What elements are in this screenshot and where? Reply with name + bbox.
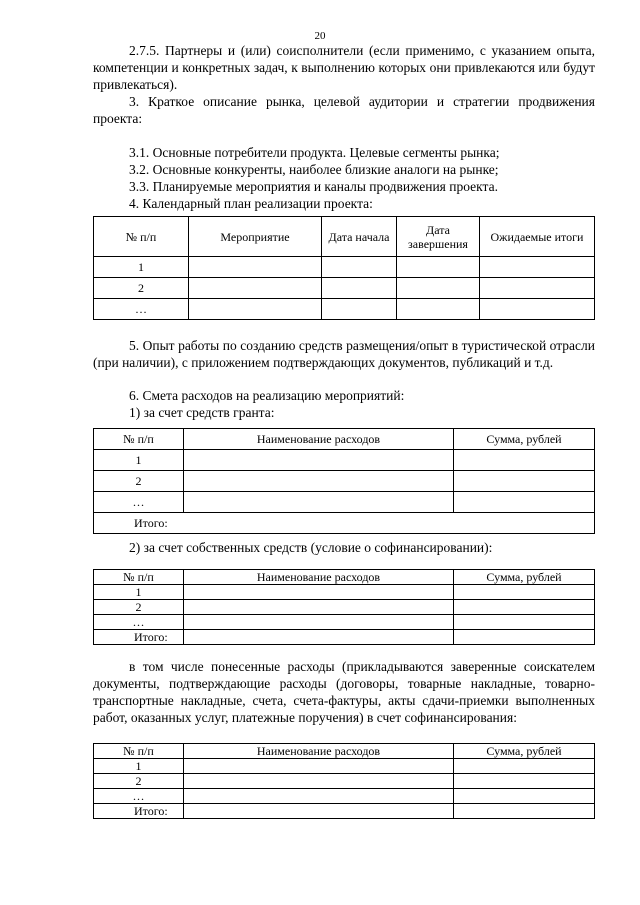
table-row [94, 759, 595, 774]
table-cell[interactable] [454, 759, 595, 774]
total-label: Итого: [94, 513, 595, 534]
table-cell[interactable] [454, 615, 595, 630]
table-header-row [94, 570, 595, 585]
table-row [94, 471, 595, 492]
table-header-row [94, 429, 595, 450]
row-number: 1 [94, 450, 184, 471]
column-header: Сумма, рублей [454, 744, 595, 759]
table-cell[interactable] [322, 278, 397, 299]
list-item-3-1: 3.1. Основные потребители продукта. Целевые сегменты рынка; [129, 145, 500, 160]
paragraph-5: 5. Опыт работы по созданию средств размещения/опыт в туристической отрасли (при наличии), с приложением подтверждающих документов, публикаций и т.д. [93, 338, 595, 370]
paragraph-6: 6. Смета расходов на реализацию мероприятий: [129, 388, 405, 403]
table-cell[interactable] [454, 789, 595, 804]
table-cell[interactable] [397, 299, 480, 320]
total-row [94, 630, 595, 645]
row-number: 2 [94, 278, 189, 299]
list-item-3-2: 3.2. Основные конкуренты, наиболее близкие аналоги на рынке; [129, 162, 499, 177]
column-header: Наименование расходов [184, 570, 454, 585]
table-cell[interactable] [184, 789, 454, 804]
table-row [94, 600, 595, 615]
column-header: № п/п [94, 429, 184, 450]
column-header: № п/п [94, 744, 184, 759]
table-cell[interactable] [189, 278, 322, 299]
table-cell[interactable] [184, 804, 454, 819]
table-cell[interactable] [184, 471, 454, 492]
table-row [94, 257, 595, 278]
table-cell[interactable] [184, 450, 454, 471]
paragraph-6-1: 1) за счет средств гранта: [129, 405, 275, 420]
table-cell[interactable] [454, 630, 595, 645]
page-number: 20 [314, 30, 326, 42]
total-row [94, 804, 595, 819]
table-cell[interactable] [480, 299, 595, 320]
table-cell[interactable] [322, 299, 397, 320]
total-label: Итого: [94, 804, 184, 819]
budget-incurred-expenses-table [93, 743, 595, 819]
budget-own-funds-table [93, 569, 595, 645]
table-cell[interactable] [184, 774, 454, 789]
table-cell[interactable] [454, 600, 595, 615]
table-cell[interactable] [480, 278, 595, 299]
row-number: 2 [94, 600, 184, 615]
table-cell[interactable] [189, 299, 322, 320]
table-cell[interactable] [184, 585, 454, 600]
table-row [94, 585, 595, 600]
total-label: Итого: [94, 630, 184, 645]
column-header: Ожидаемые итоги [480, 217, 595, 257]
column-header: № п/п [94, 217, 189, 257]
table-cell[interactable] [184, 615, 454, 630]
row-number: … [94, 492, 184, 513]
calendar-plan-table [93, 216, 595, 320]
table-row [94, 278, 595, 299]
table-row [94, 299, 595, 320]
table-cell[interactable] [454, 774, 595, 789]
list-item-3-3: 3.3. Планируемые мероприятия и каналы продвижения проекта. [129, 179, 498, 194]
row-number: … [94, 299, 189, 320]
table-header-row [94, 744, 595, 759]
column-header: Мероприятие [189, 217, 322, 257]
table-cell[interactable] [184, 492, 454, 513]
table-cell[interactable] [322, 257, 397, 278]
paragraph-6-2: 2) за счет собственных средств (условие о софинансировании): [129, 540, 493, 555]
table-cell[interactable] [454, 804, 595, 819]
paragraph-incurred-expenses: в том числе понесенные расходы (прикладываются заверенные соискателем документы, подтверждающие расходы (договоры, товарные накладные, товарно-транспортные накладные, счета, счета-фактуры, акты сдачи-приемки выполненных работ, оказанных услуг, платежные поручения) в счет софинансирования: [93, 659, 595, 725]
column-header: Наименование расходов [184, 744, 454, 759]
paragraph-2-7-5: 2.7.5. Партнеры и (или) соисполнители (если применимо, с указанием опыта, компетенции и конкретных задач, к выполнению которых они привлекаются или будут привлекаться). [93, 43, 595, 92]
column-header: № п/п [94, 570, 184, 585]
row-number: 1 [94, 257, 189, 278]
table-cell[interactable] [189, 257, 322, 278]
column-header: Дата начала [322, 217, 397, 257]
total-row [94, 513, 595, 534]
table-cell[interactable] [454, 471, 595, 492]
table-row [94, 789, 595, 804]
column-header: Дата завершения [397, 217, 480, 257]
table-header-row [94, 217, 595, 257]
table-cell[interactable] [397, 278, 480, 299]
table-row [94, 492, 595, 513]
row-number: 2 [94, 471, 184, 492]
table-cell[interactable] [184, 630, 454, 645]
table-cell[interactable] [454, 492, 595, 513]
column-header: Сумма, рублей [454, 570, 595, 585]
row-number: 2 [94, 774, 184, 789]
paragraph-4: 4. Календарный план реализации проекта: [129, 196, 373, 211]
column-header: Сумма, рублей [454, 429, 595, 450]
table-cell[interactable] [184, 600, 454, 615]
table-cell[interactable] [397, 257, 480, 278]
table-cell[interactable] [184, 759, 454, 774]
row-number: … [94, 615, 184, 630]
table-row [94, 615, 595, 630]
table-row [94, 450, 595, 471]
table-row [94, 774, 595, 789]
row-number: 1 [94, 585, 184, 600]
table-cell[interactable] [480, 257, 595, 278]
row-number: … [94, 789, 184, 804]
budget-grant-table [93, 428, 595, 534]
row-number: 1 [94, 759, 184, 774]
table-cell[interactable] [454, 450, 595, 471]
paragraph-3: 3. Краткое описание рынка, целевой аудитории и стратегии продвижения проекта: [93, 94, 595, 126]
column-header: Наименование расходов [184, 429, 454, 450]
table-cell[interactable] [454, 585, 595, 600]
